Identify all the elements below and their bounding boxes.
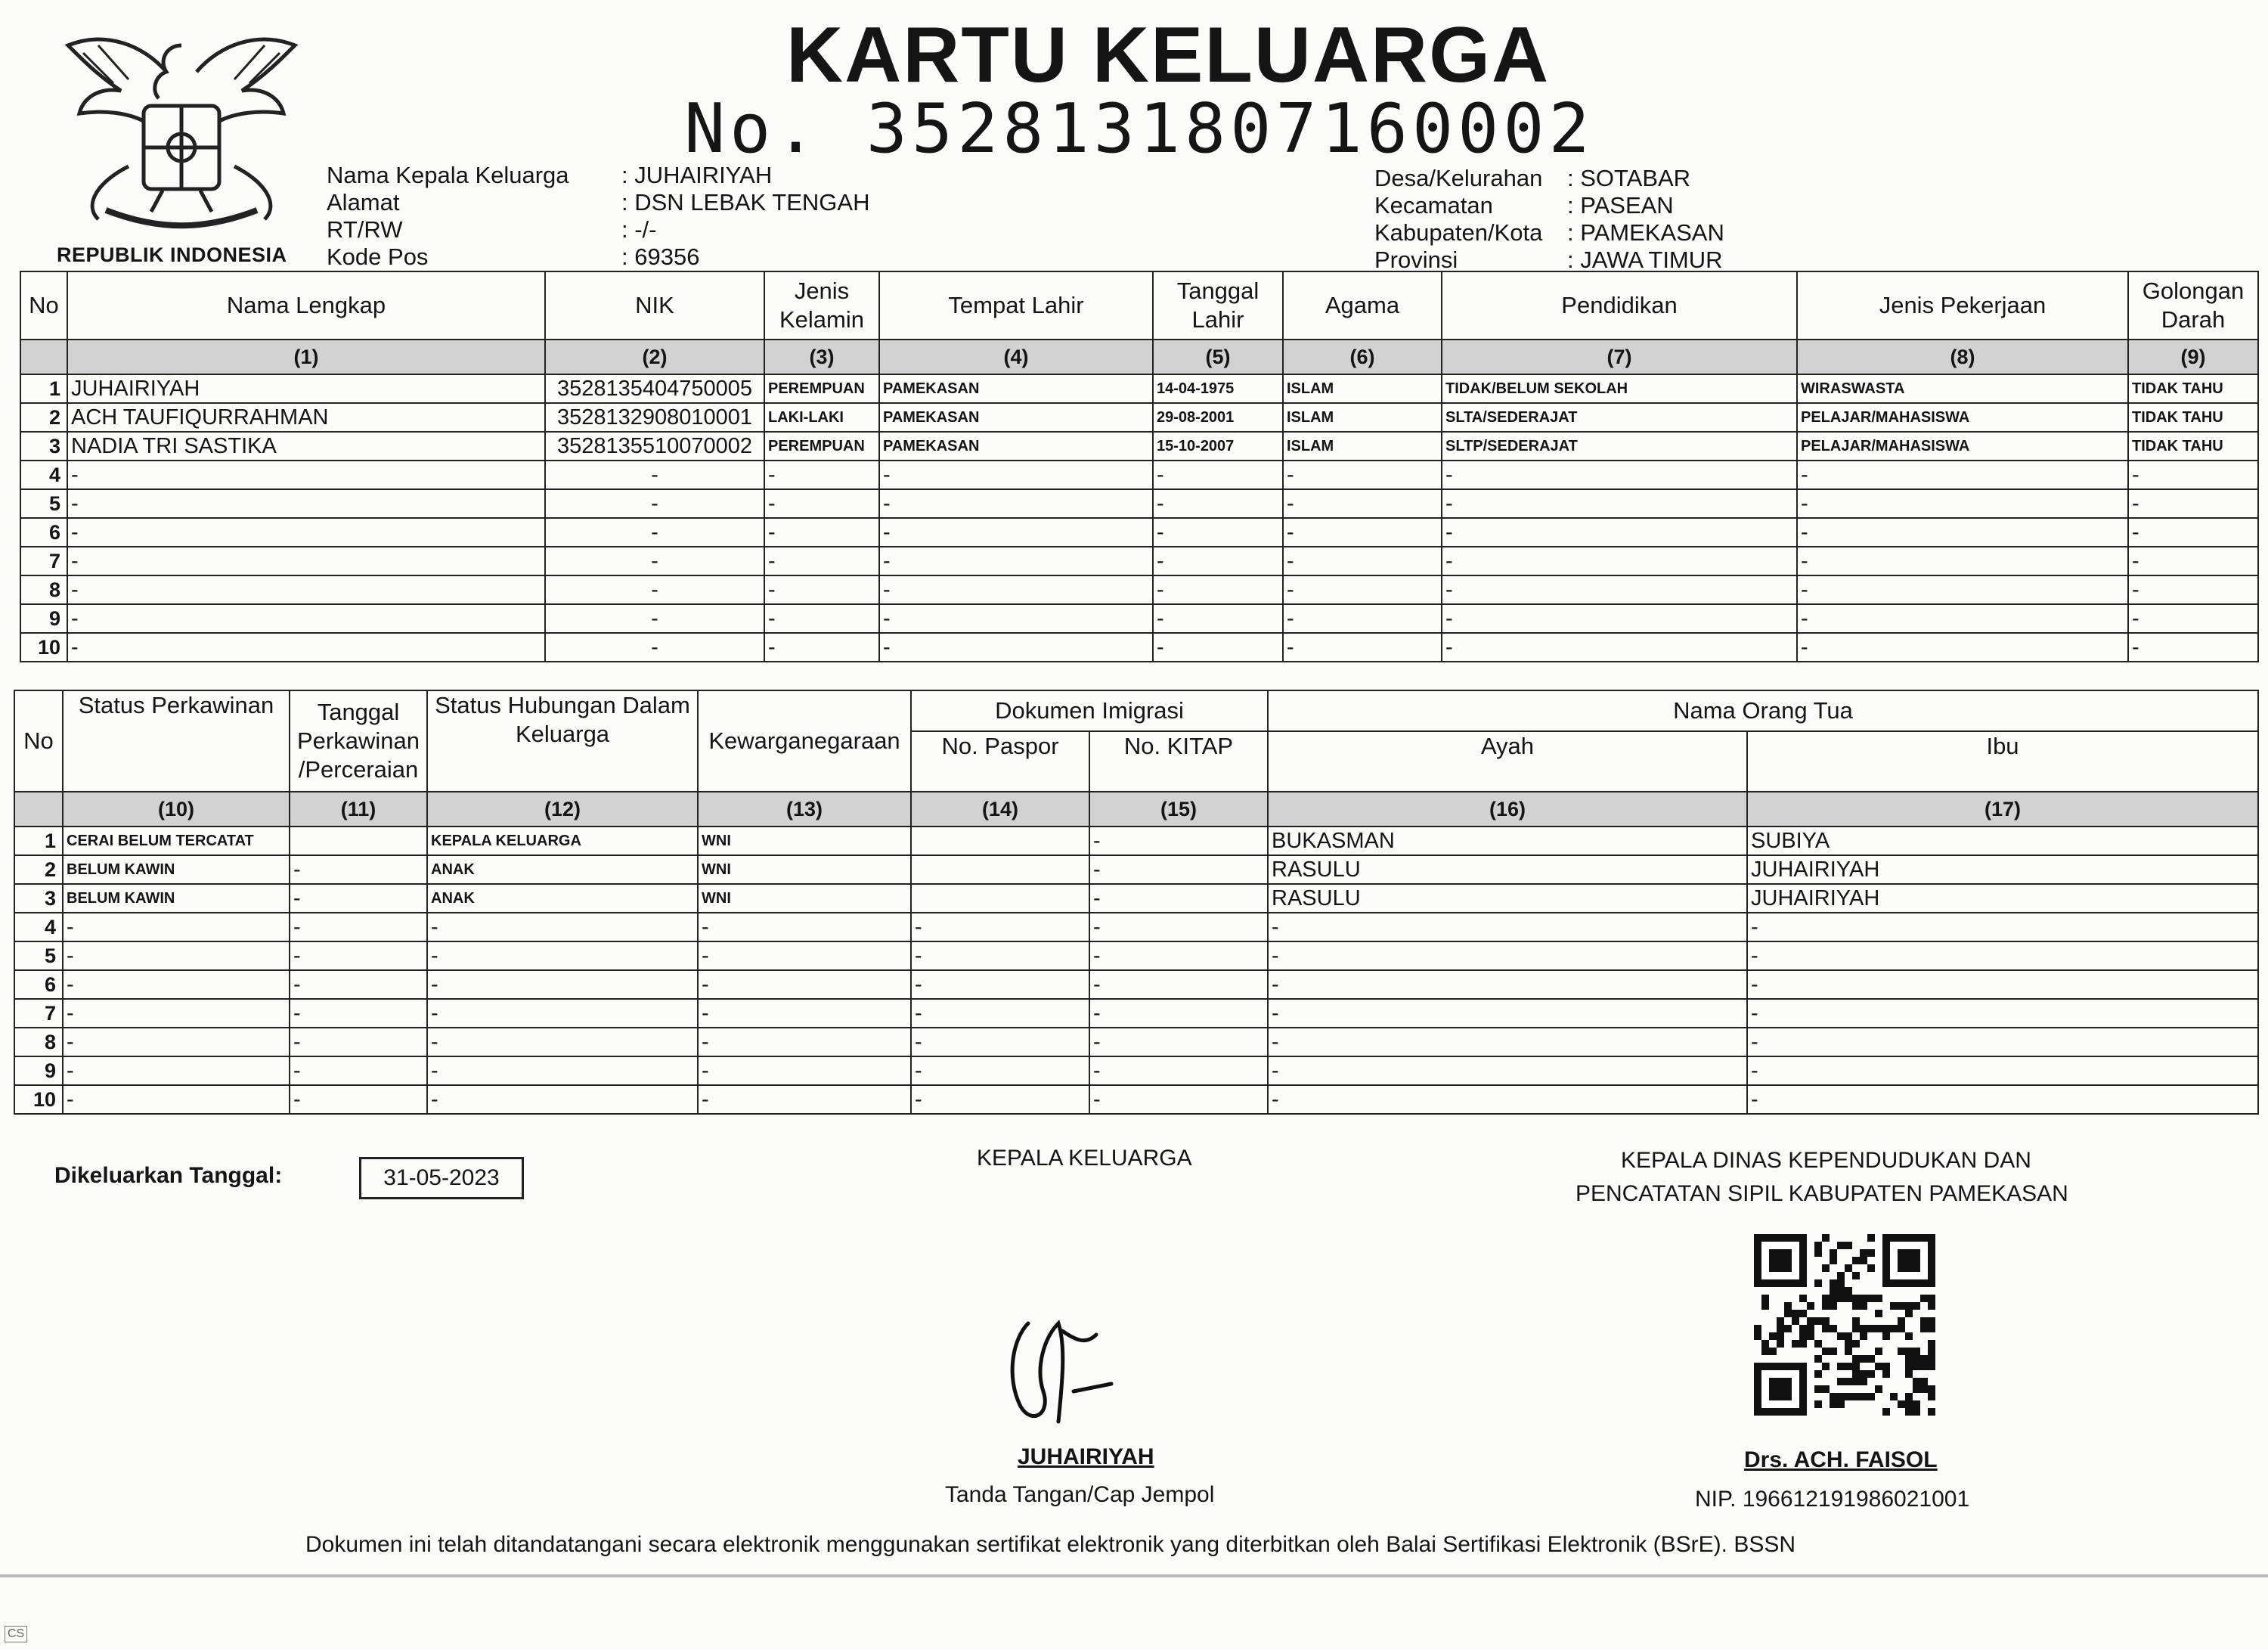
table-cell: - (1747, 999, 2258, 1028)
table-cell: - (879, 575, 1153, 604)
table-cell: - (67, 633, 545, 662)
table-cell: - (1442, 461, 1797, 489)
table-cell: - (1089, 1056, 1268, 1085)
col-number (14, 792, 63, 827)
table-cell: - (698, 941, 911, 970)
table-cell: - (879, 604, 1153, 633)
table-row (14, 970, 2258, 999)
table-cell: - (63, 1085, 290, 1114)
esign-note: Dokumen ini telah ditandatangani secara elektronik menggunakan sertifikat elektronik yang diterbitkan oleh Balai Sertifikasi Elektronik (BSrE). BSSN (305, 1532, 1796, 1557)
table-cell: - (1283, 547, 1442, 575)
row-number: 2 (14, 855, 63, 884)
table-cell: - (1089, 1085, 1268, 1114)
row-number: 7 (20, 547, 67, 575)
table-cell: - (2128, 575, 2258, 604)
official-name: Drs. ACH. FAISOL (1744, 1447, 1938, 1472)
table-cell: - (764, 547, 879, 575)
table-cell: BUKASMAN (1268, 827, 1747, 855)
table-row (14, 884, 2258, 913)
table-cell: - (1153, 575, 1283, 604)
row-number: 4 (20, 461, 67, 489)
table-cell: - (63, 913, 290, 941)
table-cell: TIDAK TAHU (2128, 432, 2258, 461)
table-cell: - (2128, 489, 2258, 518)
table-cell: NADIA TRI SASTIKA (67, 432, 545, 461)
table-cell: - (2128, 518, 2258, 547)
row-number: 10 (14, 1085, 63, 1114)
table-cell: - (764, 489, 879, 518)
table-cell: - (1283, 633, 1442, 662)
household-info-right (1374, 165, 1724, 274)
row-number: 8 (20, 575, 67, 604)
village-value: : SOTABAR (1567, 165, 1691, 191)
table-cell: - (1283, 518, 1442, 547)
row-number: 10 (20, 633, 67, 662)
col-number: (5) (1153, 340, 1283, 374)
table-row (14, 913, 2258, 941)
table-cell: - (1797, 461, 2128, 489)
signature-icon (998, 1301, 1134, 1437)
table-cell: PELAJAR/MAHASISWA (1797, 403, 2128, 432)
table-cell: KEPALA KELUARGA (427, 827, 698, 855)
row-number: 8 (14, 1028, 63, 1056)
header-passport: No. Paspor (911, 731, 1089, 792)
document-title: KARTU KELUARGA (786, 11, 1551, 99)
col-number (20, 340, 67, 374)
table-cell: TIDAK TAHU (2128, 403, 2258, 432)
table-cell: JUHAIRIYAH (1747, 884, 2258, 913)
regency-value: : PAMEKASAN (1567, 219, 1724, 246)
kk-number: No. 3528131807160002 (684, 89, 1594, 169)
col-number: (16) (1268, 792, 1747, 827)
table-row (14, 1028, 2258, 1056)
table-cell: - (427, 913, 698, 941)
table-cell: - (764, 633, 879, 662)
table-row (14, 1085, 2258, 1114)
table-cell: - (764, 575, 879, 604)
col-number: (11) (290, 792, 427, 827)
header-no: No (20, 271, 67, 340)
table-cell: - (1747, 970, 2258, 999)
row-number: 3 (14, 884, 63, 913)
kk-head-sub: Tanda Tangan/Cap Jempol (945, 1482, 1215, 1507)
table-cell: - (1089, 941, 1268, 970)
row-number: 9 (14, 1056, 63, 1085)
col-number: (13) (698, 792, 911, 827)
table-cell: - (764, 604, 879, 633)
table-cell: - (1283, 575, 1442, 604)
table-cell: - (545, 518, 764, 547)
table-cell: - (1442, 575, 1797, 604)
table-row (20, 518, 2258, 547)
regency-label: Kabupaten/Kota (1374, 219, 1543, 246)
table-cell: - (427, 970, 698, 999)
table-cell: - (879, 518, 1153, 547)
table-cell: PEREMPUAN (764, 374, 879, 403)
table-cell: SLTA/SEDERAJAT (1442, 403, 1797, 432)
table-cell: ISLAM (1283, 374, 1442, 403)
emblem-caption: REPUBLIK INDONESIA (57, 243, 287, 266)
header-occupation: Jenis Pekerjaan (1797, 271, 2128, 340)
col-number: (1) (67, 340, 545, 374)
header-nik: NIK (545, 271, 764, 340)
table-row (20, 461, 2258, 489)
table-cell: - (911, 970, 1089, 999)
table-cell (911, 827, 1089, 855)
table-cell: - (63, 1028, 290, 1056)
table-cell: - (1268, 941, 1747, 970)
table-cell: - (698, 1085, 911, 1114)
table-cell: - (1283, 604, 1442, 633)
row-number: 2 (20, 403, 67, 432)
table-cell: - (1089, 827, 1268, 855)
row-number: 5 (20, 489, 67, 518)
table-cell: - (1442, 633, 1797, 662)
table-cell: - (1089, 913, 1268, 941)
header-religion: Agama (1283, 271, 1442, 340)
table-cell: BELUM KAWIN (63, 855, 290, 884)
table-cell: PELAJAR/MAHASISWA (1797, 432, 2128, 461)
table-cell: - (1797, 604, 2128, 633)
table-cell: ANAK (427, 884, 698, 913)
table-cell: - (290, 855, 427, 884)
table-cell: TIDAK TAHU (2128, 374, 2258, 403)
table-cell: - (1268, 913, 1747, 941)
table-cell: PEREMPUAN (764, 432, 879, 461)
table-cell: RASULU (1268, 884, 1747, 913)
header-kitap: No. KITAP (1089, 731, 1268, 792)
table-cell: - (1153, 489, 1283, 518)
header-name: Nama Lengkap (67, 271, 545, 340)
table-cell: - (290, 884, 427, 913)
col-number: (2) (545, 340, 764, 374)
table-cell: - (1268, 1056, 1747, 1085)
table-cell: - (67, 489, 545, 518)
col-number: (3) (764, 340, 879, 374)
table-cell: PAMEKASAN (879, 403, 1153, 432)
table-cell: BELUM KAWIN (63, 884, 290, 913)
table-cell (911, 855, 1089, 884)
official-nip: NIP. 196612191986021001 (1695, 1487, 1970, 1512)
table-cell: - (879, 633, 1153, 662)
table-cell: - (911, 999, 1089, 1028)
table-cell: ACH TAUFIQURRAHMAN (67, 403, 545, 432)
table-cell: SUBIYA (1747, 827, 2258, 855)
village-label: Desa/Kelurahan (1374, 165, 1543, 191)
row-number: 1 (20, 374, 67, 403)
table-cell: - (1747, 913, 2258, 941)
family-status-table (14, 690, 2259, 1115)
table-row (20, 403, 2258, 432)
table-cell: - (427, 941, 698, 970)
row-number: 1 (14, 827, 63, 855)
header-relation: Status Hubungan Dalam Keluarga (427, 690, 698, 792)
table-cell: - (2128, 461, 2258, 489)
table-cell: WNI (698, 884, 911, 913)
table-cell: - (67, 604, 545, 633)
row-number: 7 (14, 999, 63, 1028)
table-cell: - (1442, 604, 1797, 633)
table-cell: WNI (698, 855, 911, 884)
table-cell: - (1268, 970, 1747, 999)
col-number: (10) (63, 792, 290, 827)
rtrw-label: RT/RW (327, 216, 403, 243)
qr-code-icon (1754, 1234, 1935, 1416)
header-birthplace: Tempat Lahir (879, 271, 1153, 340)
header-blood: Golongan Darah (2128, 271, 2258, 340)
table-cell: - (698, 999, 911, 1028)
col-number: (4) (879, 340, 1153, 374)
table-cell: - (698, 1028, 911, 1056)
table-cell: - (1153, 461, 1283, 489)
col-number: (6) (1283, 340, 1442, 374)
header-citizenship: Kewarganegaraan (698, 690, 911, 792)
row-number: 5 (14, 941, 63, 970)
table-row (20, 489, 2258, 518)
table-cell: - (290, 999, 427, 1028)
table-cell: ISLAM (1283, 432, 1442, 461)
address-value: : DSN LEBAK TENGAH (621, 189, 870, 216)
table-row (20, 374, 2258, 403)
table-cell: - (1797, 575, 2128, 604)
table-cell: ANAK (427, 855, 698, 884)
table-cell: JUHAIRIYAH (67, 374, 545, 403)
header-father: Ayah (1268, 731, 1747, 792)
header-parents: Nama Orang Tua (1268, 690, 2258, 731)
col-number: (12) (427, 792, 698, 827)
header-mother: Ibu (1747, 731, 2258, 792)
row-number: 6 (20, 518, 67, 547)
row-number: 3 (20, 432, 67, 461)
table-cell (290, 827, 427, 855)
table-cell: - (63, 999, 290, 1028)
table-cell: - (290, 1028, 427, 1056)
table-cell: - (698, 1056, 911, 1085)
table-cell: - (67, 575, 545, 604)
table-cell: - (698, 970, 911, 999)
table-cell: - (427, 1085, 698, 1114)
table-cell: - (1747, 1028, 2258, 1056)
table-cell: - (67, 518, 545, 547)
table-cell: - (290, 941, 427, 970)
col-number: (17) (1747, 792, 2258, 827)
table-cell (911, 884, 1089, 913)
table-cell: - (63, 1056, 290, 1085)
table-cell: - (1089, 999, 1268, 1028)
table-row (20, 575, 2258, 604)
col-number: (14) (911, 792, 1089, 827)
table-cell: - (1747, 941, 2258, 970)
garuda-emblem-icon (53, 15, 310, 242)
table-cell: SLTP/SEDERAJAT (1442, 432, 1797, 461)
table-row (20, 633, 2258, 662)
row-number: 9 (20, 604, 67, 633)
kk-head-title: KEPALA KELUARGA (977, 1146, 1192, 1171)
table-cell: CERAI BELUM TERCATAT (63, 827, 290, 855)
table-cell: - (1747, 1056, 2258, 1085)
table-cell: 14-04-1975 (1153, 374, 1283, 403)
header-no: No (14, 690, 63, 792)
table-cell: - (1797, 489, 2128, 518)
table-row (20, 547, 2258, 575)
table-cell: - (1442, 518, 1797, 547)
table-cell: - (1283, 461, 1442, 489)
household-info-left (327, 162, 869, 271)
table-cell: - (911, 913, 1089, 941)
page-divider (0, 1574, 2268, 1577)
address-label: Alamat (327, 189, 400, 216)
table-cell: - (1797, 633, 2128, 662)
table-row (14, 1056, 2258, 1085)
table-row (20, 604, 2258, 633)
table-cell: - (764, 461, 879, 489)
table-cell: - (1268, 999, 1747, 1028)
table-cell: TIDAK/BELUM SEKOLAH (1442, 374, 1797, 403)
table-cell: ISLAM (1283, 403, 1442, 432)
table-cell: - (290, 970, 427, 999)
table-cell: - (2128, 547, 2258, 575)
table-cell: - (2128, 633, 2258, 662)
issued-date: 31-05-2023 (359, 1157, 524, 1199)
table-cell: - (1442, 489, 1797, 518)
family-members-table (20, 271, 2259, 662)
table-cell: - (1797, 518, 2128, 547)
table-cell: - (911, 1056, 1089, 1085)
table-cell: - (427, 1056, 698, 1085)
issued-label: Dikeluarkan Tanggal: (54, 1163, 283, 1188)
table-cell: - (545, 604, 764, 633)
official-title-2: PENCATATAN SIPIL KABUPATEN PAMEKASAN (1576, 1181, 2068, 1206)
table-cell: - (1153, 604, 1283, 633)
table-cell: - (1153, 633, 1283, 662)
table-cell: - (1442, 547, 1797, 575)
table-cell: 3528135404750005 (545, 374, 764, 403)
header-immigration: Dokumen Imigrasi (911, 690, 1268, 731)
table-cell: - (63, 970, 290, 999)
table-cell: - (1089, 884, 1268, 913)
table-cell: - (698, 913, 911, 941)
col-number: (8) (1797, 340, 2128, 374)
table-cell: - (67, 461, 545, 489)
table-cell: - (67, 547, 545, 575)
table-cell: - (1153, 547, 1283, 575)
district-label: Kecamatan (1374, 192, 1493, 219)
table-cell: - (427, 1028, 698, 1056)
table-row (14, 941, 2258, 970)
table-row (14, 855, 2258, 884)
table-cell: - (1747, 1085, 2258, 1114)
table-cell: - (1089, 970, 1268, 999)
table-cell: - (1283, 489, 1442, 518)
table-row (14, 827, 2258, 855)
table-cell: - (545, 489, 764, 518)
table-row (20, 432, 2258, 461)
family-status-rows (14, 827, 2258, 1114)
row-number: 4 (14, 913, 63, 941)
table-cell: - (427, 999, 698, 1028)
table-row (14, 999, 2258, 1028)
table-cell: - (63, 941, 290, 970)
table-cell: - (290, 1056, 427, 1085)
table-cell: - (2128, 604, 2258, 633)
header-gender: Jenis Kelamin (764, 271, 879, 340)
table-cell: - (290, 913, 427, 941)
table-cell: - (1089, 855, 1268, 884)
table-cell: 3528132908010001 (545, 403, 764, 432)
table-cell: WIRASWASTA (1797, 374, 2128, 403)
table-cell: - (879, 461, 1153, 489)
table-cell: PAMEKASAN (879, 374, 1153, 403)
rtrw-value: : -/- (621, 216, 657, 243)
table-cell: - (1268, 1085, 1747, 1114)
family-members-rows (20, 374, 2258, 662)
scanner-mark: CS (5, 1626, 27, 1642)
table-cell: - (911, 1028, 1089, 1056)
table-cell: WNI (698, 827, 911, 855)
table-cell: 3528135510070002 (545, 432, 764, 461)
header-marriage-date: Tanggal Perkawinan /Perceraian (290, 690, 427, 792)
col-number: (9) (2128, 340, 2258, 374)
postcode-label: Kode Pos (327, 243, 429, 270)
table-cell: RASULU (1268, 855, 1747, 884)
head-value: : JUHAIRIYAH (621, 162, 773, 188)
col-number: (7) (1442, 340, 1797, 374)
table-cell: - (290, 1085, 427, 1114)
postcode-value: : 69356 (621, 243, 700, 270)
official-title-1: KEPALA DINAS KEPENDUDUKAN DAN (1621, 1148, 2031, 1173)
header-marital: Status Perkawinan (63, 690, 290, 792)
table-cell: - (879, 547, 1153, 575)
row-number: 6 (14, 970, 63, 999)
header-birthdate: Tanggal Lahir (1153, 271, 1283, 340)
table-cell: - (545, 461, 764, 489)
table-cell: JUHAIRIYAH (1747, 855, 2258, 884)
table-cell: - (1153, 518, 1283, 547)
table-cell: - (1797, 547, 2128, 575)
head-label: Nama Kepala Keluarga (327, 162, 569, 188)
table-cell: - (545, 633, 764, 662)
table-cell: - (1089, 1028, 1268, 1056)
province-value: : JAWA TIMUR (1567, 247, 1723, 273)
table-cell: - (911, 1085, 1089, 1114)
province-label: Provinsi (1374, 247, 1458, 273)
header-education: Pendidikan (1442, 271, 1797, 340)
table-cell: - (911, 941, 1089, 970)
col-number: (15) (1089, 792, 1268, 827)
table-cell: LAKI-LAKI (764, 403, 879, 432)
table-cell: - (545, 575, 764, 604)
table-cell: 29-08-2001 (1153, 403, 1283, 432)
table-cell: - (545, 547, 764, 575)
kk-head-name: JUHAIRIYAH (1018, 1444, 1154, 1469)
table-cell: - (879, 489, 1153, 518)
table-cell: - (1268, 1028, 1747, 1056)
table-cell: PAMEKASAN (879, 432, 1153, 461)
table-cell: 15-10-2007 (1153, 432, 1283, 461)
table-cell: - (764, 518, 879, 547)
district-value: : PASEAN (1567, 192, 1674, 219)
